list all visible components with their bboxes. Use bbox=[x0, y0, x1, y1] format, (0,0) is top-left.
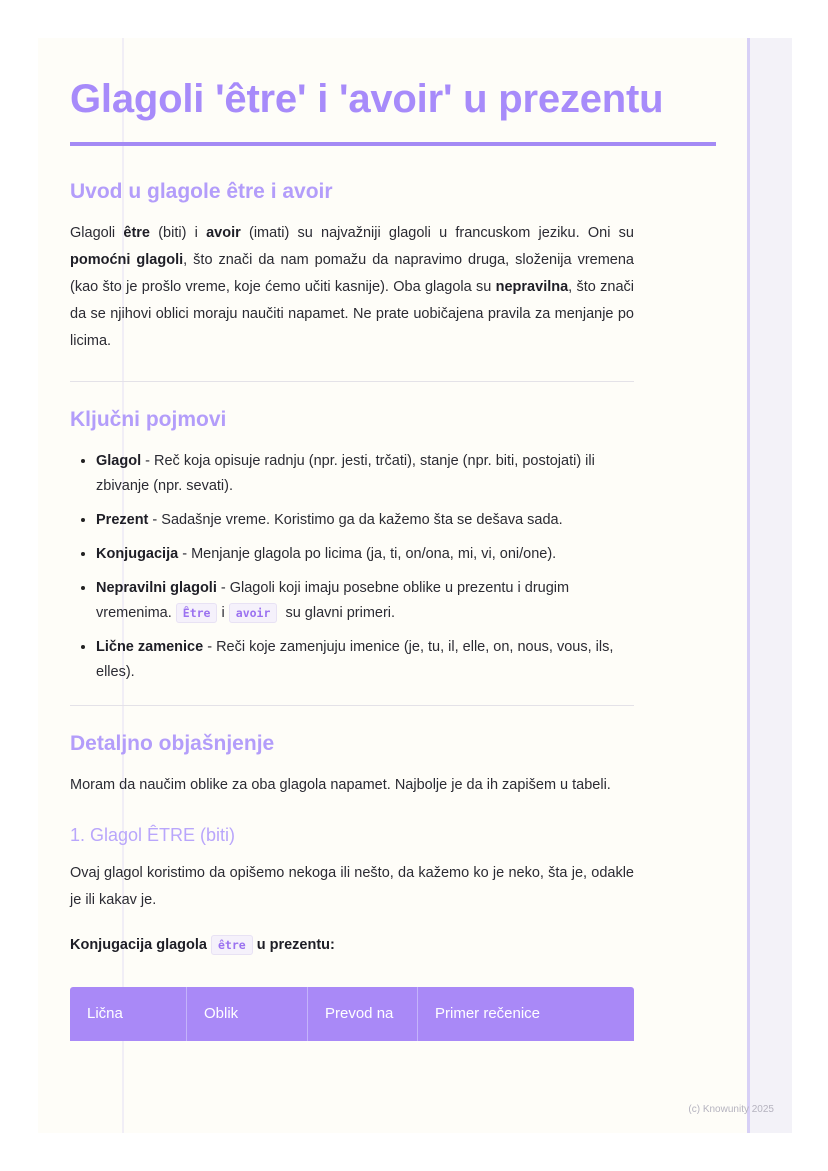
list-item: • Nepravilni glagoli - Glagoli koji imaju posebne oblike u prezentu i drugim vremenima. Être i avoir su glavni primeri. bbox=[96, 575, 634, 626]
page-title: Glagoli 'être' i 'avoir' u prezentu bbox=[70, 77, 664, 121]
code-etre-inline: être bbox=[211, 935, 253, 955]
details-heading: Detaljno objašnjenje bbox=[70, 732, 275, 755]
key-terms-heading: Ključni pojmovi bbox=[70, 408, 227, 431]
conjugation-label: Konjugacija glagola être u prezentu: bbox=[70, 937, 335, 953]
code-etre: Être bbox=[176, 603, 218, 623]
list-item: • Prezent - Sadašnje vreme. Koristimo ga da kažemo šta se dešava sada. bbox=[96, 507, 634, 533]
column-header: Lična bbox=[70, 987, 187, 1041]
list-item: • Konjugacija - Menjanje glagola po licima (ja, ti, on/ona, mi, vi, oni/one). bbox=[96, 541, 634, 567]
content bbox=[70, 74, 664, 1041]
code-avoir: avoir bbox=[229, 603, 278, 623]
right-rail bbox=[748, 38, 792, 1133]
copyright-footer: (c) Knowunity 2025 bbox=[688, 1104, 774, 1115]
title-underline bbox=[70, 142, 716, 146]
key-terms-list bbox=[70, 448, 634, 685]
section-divider bbox=[70, 705, 634, 706]
document-page bbox=[38, 38, 792, 1133]
list-item: • Glagol - Reč koja opisuje radnju (npr. jesti, trčati), stanje (npr. biti, postojati) ili zbivanje (npr. sevati). bbox=[96, 448, 634, 499]
column-header: Prevod na bbox=[308, 987, 418, 1041]
list-item: • Lične zamenice - Reči koje zamenjuju imenice (je, tu, il, elle, on, nous, vous, ils, elles). bbox=[96, 634, 634, 685]
conjugation-table-header bbox=[70, 987, 634, 1041]
column-header: Oblik bbox=[187, 987, 308, 1041]
section-divider bbox=[70, 381, 634, 382]
column-header: Primer rečenice bbox=[435, 1005, 541, 1022]
etre-description: Ovaj glagol koristimo da opišemo nekoga ili nešto, da kažemo ko je neko, šta je, odakle je ili kakav je. bbox=[70, 865, 634, 908]
right-rail-line bbox=[747, 38, 750, 1133]
etre-subheading: 1. Glagol ÊTRE (biti) bbox=[70, 825, 236, 845]
intro-heading: Uvod u glagole être i avoir bbox=[70, 180, 333, 203]
details-intro: Moram da naučim oblike za oba glagola napamet. Najbolje je da ih zapišem u tabeli. bbox=[70, 777, 611, 793]
intro-paragraph: Glagoli être (biti) i avoir (imati) su najvažniji glagoli u francuskom jeziku. Oni su pomoćni glagoli, što znači da nam pomažu da napravimo druga, složenija vremena (kao što je prošlo vreme, koje ćemo učiti kasnije). Oba glagola su nepravilna, što znači da se njihovi oblici moraju naučiti napamet. Ne prate uobičajena pravila za menjanje po licima. bbox=[70, 225, 635, 349]
